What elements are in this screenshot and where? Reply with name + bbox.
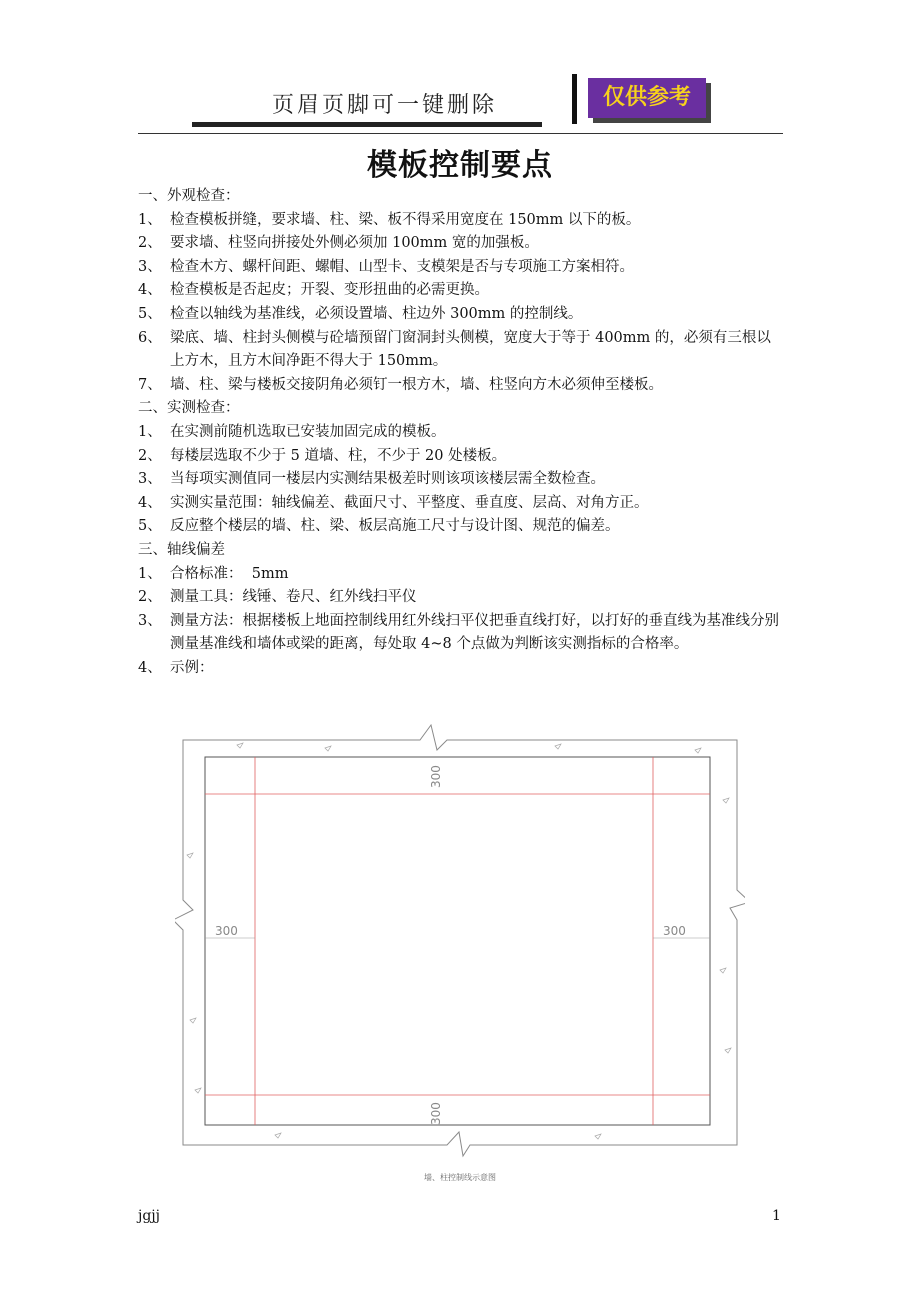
item-number: 7、 [138,376,162,393]
dim-bottom: 300 [429,1102,443,1125]
page-header [0,60,920,138]
header-text: 页眉页脚可一键删除 [272,93,498,118]
control-line-diagram [175,720,745,1160]
item-number: 2、 [138,447,162,464]
item-text: 测量工具：线锤、卷尺、红外线扫平仪 [170,589,417,606]
section-heading: 三、轴线偏差 [138,541,225,558]
item-number: 4、 [138,659,162,676]
list-item [138,657,783,681]
item-number: 4、 [138,282,162,299]
page-number: 1 [772,1208,781,1224]
item-text: 每楼层选取不少于 5 道墙、柱，不少于 20 处楼板。 [170,447,507,464]
list-item [138,586,783,610]
section-heading: 二、实测检查： [138,400,240,417]
reference-badge: 仅供参考 [588,78,706,118]
wall-outline [205,757,710,1125]
dim-left: 300 [215,924,238,938]
item-number: 1、 [138,423,162,440]
item-text: 反应整个楼层的墙、柱、梁、板层高施工尺寸与设计图、规范的偏差。 [170,518,620,535]
list-item [138,468,783,492]
page-title: 模板控制要点 [367,148,553,183]
item-number: 5、 [138,305,162,322]
item-text: 墙、柱、梁与楼板交接阴角必须钉一根方木，墙、柱竖向方木必须伸至楼板。 [170,376,663,393]
item-number: 3、 [138,612,162,629]
item-text: 检查以轴线为基准线，必须设置墙、柱边外 300mm 的控制线。 [170,305,583,322]
header-underline [192,122,542,127]
list-item [138,515,783,539]
item-text: 检查模板是否起皮；开裂、变形扭曲的必需更换。 [170,282,489,299]
diagram-caption: 墙、柱控制线示意图 [424,1173,496,1182]
item-text: 示例： [170,659,214,676]
item-text: 要求墙、柱竖向拼接处外侧必须加 100mm 宽的加强板。 [170,235,539,252]
list-item [138,421,783,445]
item-text: 检查木方、螺杆间距、螺帽、山型卡、支模架是否与专项施工方案相符。 [170,258,634,275]
list-item [138,374,783,398]
list-item [138,303,783,327]
header-divider [572,74,577,124]
item-number: 3、 [138,471,162,488]
item-number: 3、 [138,258,162,275]
list-item [138,327,783,374]
item-number: 2、 [138,235,162,252]
item-text: 检查模板拼缝，要求墙、柱、梁、板不得采用宽度在 150mm 以下的板。 [170,211,641,228]
section-heading: 一、外观检查： [138,188,240,204]
dim-top: 300 [429,765,443,788]
footer-label: jgjj [138,1208,160,1224]
item-number: 1、 [138,565,162,582]
list-item [138,445,783,469]
list-item [138,209,783,233]
list-item [138,610,783,657]
item-text: 测量方法：根据楼板上地面控制线用红外线扫平仪把垂直线打好，以打好的垂直线为基准线分别测量基准线和墙体或梁的距离，每处取 4~8 个点做为判断该实测指标的合格率。 [170,612,779,653]
item-number: 1、 [138,211,162,228]
item-text: 合格标准： 5mm [170,565,289,582]
header-rule [138,133,783,134]
document-body [138,185,783,680]
item-number: 4、 [138,494,162,511]
item-number: 2、 [138,589,162,606]
list-item [138,256,783,280]
list-item [138,279,783,303]
item-text: 实测实量范围：轴线偏差、截面尺寸、平整度、垂直度、层高、对角方正。 [170,494,649,511]
list-item [138,492,783,516]
hatch-marks [187,743,731,1139]
item-text: 当每项实测值同一楼层内实测结果极差时则该项该楼层需全数检查。 [170,471,605,488]
outer-boundary [175,725,745,1156]
list-item [138,232,783,256]
item-text: 梁底、墙、柱封头侧模与砼墙预留门窗洞封头侧模，宽度大于等于 400mm 的，必须有三根以上方木，且方木间净距不得大于 150mm。 [170,329,771,370]
item-number: 5、 [138,518,162,535]
item-text: 在实测前随机选取已安装加固完成的模板。 [170,423,446,440]
list-item [138,563,783,587]
dim-right: 300 [663,924,686,938]
item-number: 6、 [138,329,162,346]
